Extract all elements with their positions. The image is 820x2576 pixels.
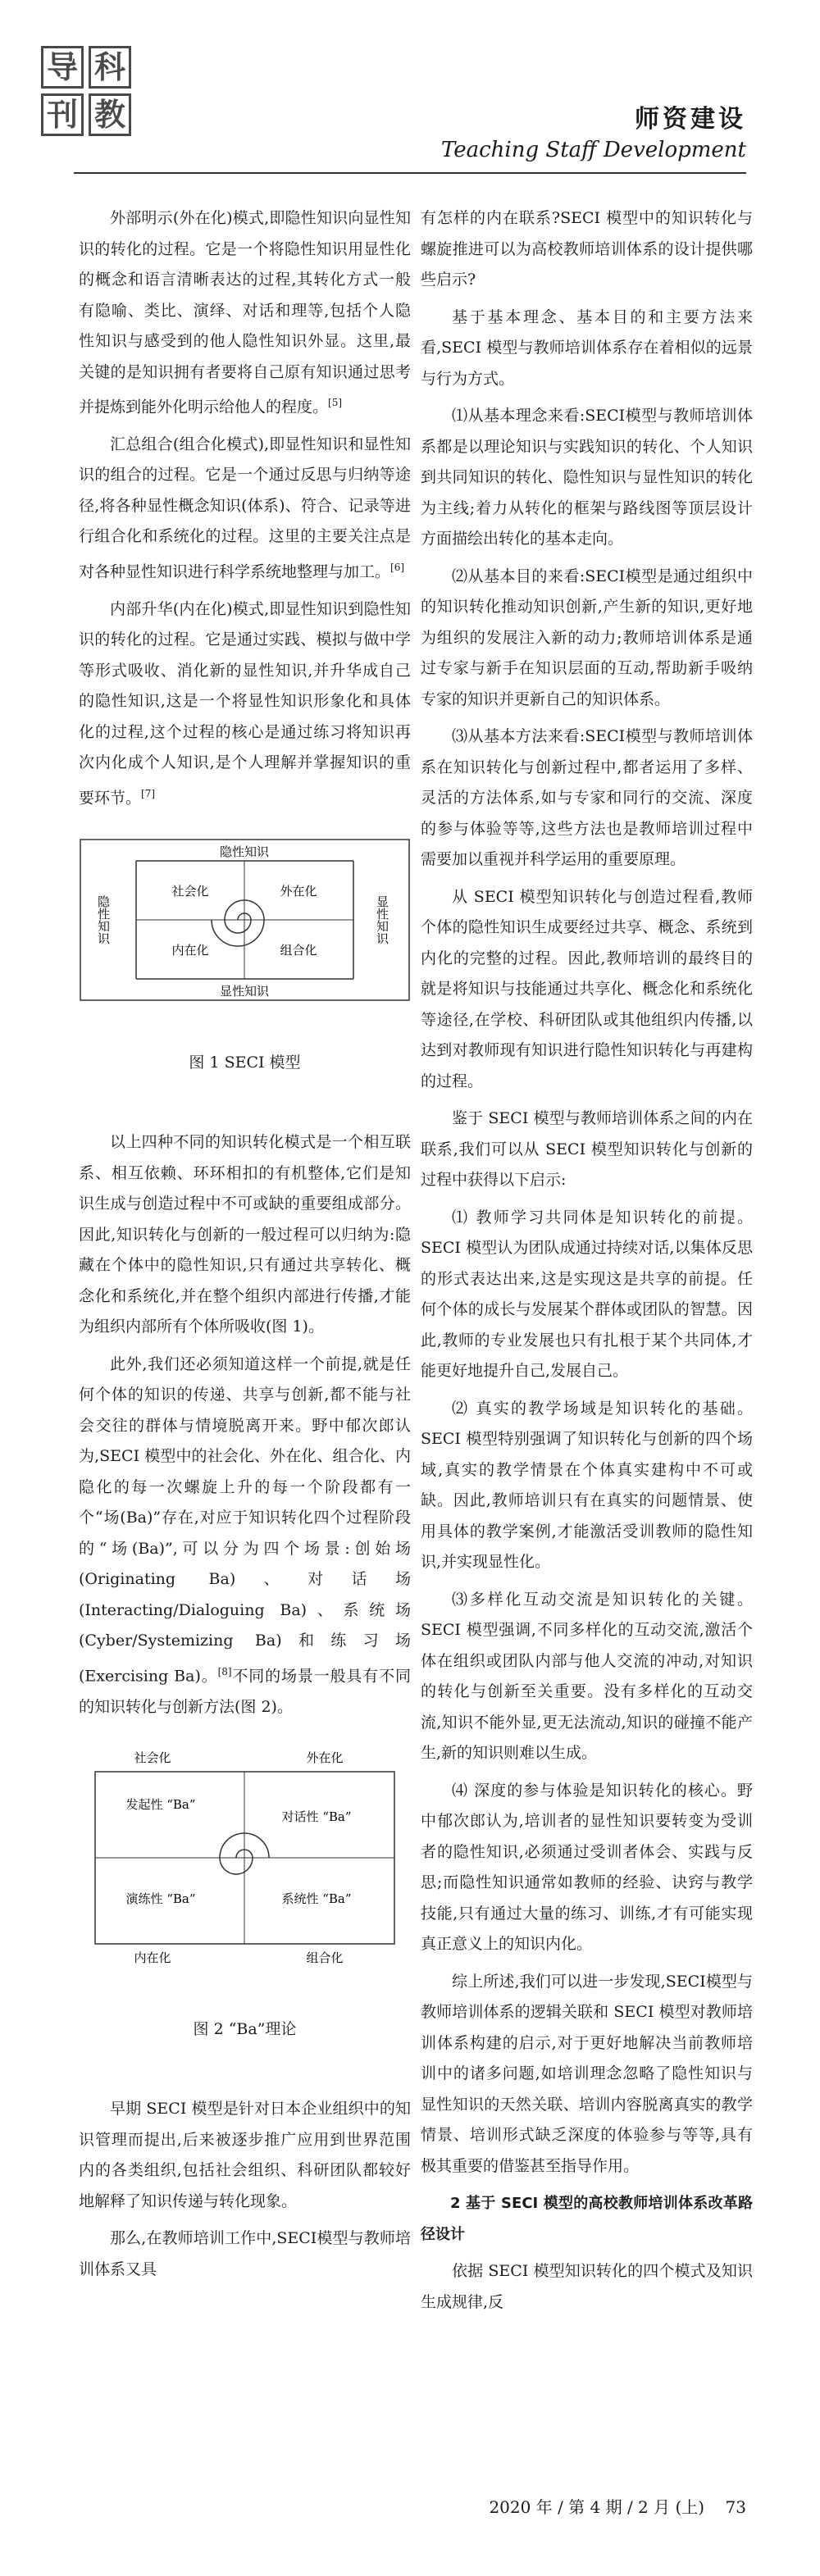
page-number: 73	[725, 2497, 746, 2517]
paragraph: 外部明示(外在化)模式,即隐性知识向显性知识的转化的过程。它是一个将隐性知识用显性化的概念和语言清晰表达的过程,其转化方式一般有隐喻、类比、演绎、对话和理等,包括个人隐性知识与感受到的他人隐性知识外显。这里,最关键的是知识拥有者要将自己原有知识通过思考并提炼到能外化明示给他人的程度。[5]	[79, 209, 411, 416]
ba-dialoguing: 对话性 “Ba”	[281, 1809, 352, 1825]
paragraph: 那么,在教师培训工作中,SECI模型与教师培训体系又具	[79, 2229, 411, 2278]
paragraph: ⑵从基本目的来看:SECI模型是通过组织中的知识转化推动知识创新,产生新的知识,更好地为组织的发展注入新的动力;教师培训体系是通过专家与新手在知识层面的互动,帮助新手吸纳专家的知识并更新自己的知识体系。	[421, 567, 753, 708]
right-column	[421, 203, 753, 2324]
paragraph: ⑶多样化互动交流是知识转化的关键。SECI 模型强调,不同多样化的互动交流,激活个体在组织或团队内部与他人交流的冲动,对知识的转化与创新至关重要。没有多样化的互动交流,知识不能外显,更无法流动,知识的碰撞不能产生,新的知识则难以生成。	[421, 1590, 753, 1762]
section-title-en: Teaching Staff Development	[440, 138, 746, 162]
axis-label-top: 隐性知识	[219, 844, 270, 860]
quadrant-internalization: 内在化	[171, 943, 209, 958]
paragraph: 综上所述,我们可以进一步发现,SECI模型与教师培训体系的逻辑关联和 SECI 模型对教师培训体系构建的启示,对于更好地解决当前教师培训中的诸多问题,如培训理念忽略了隐性知识与显性知识的天然关联、培训内容脱离真实的教学情景、培训形式缺乏深度的体验参与等等,具有极其重要的借鉴甚至指导作用。	[421, 1972, 753, 2175]
ba-label-top-right: 外在化	[306, 1750, 344, 1766]
figure-seci-model	[79, 838, 411, 1078]
ba-label-bottom-right: 组合化	[306, 1950, 344, 1966]
figure-ba-theory	[79, 1747, 411, 2045]
logo-char: 教	[89, 93, 131, 136]
paragraph: ⑶从基本方法来看:SECI模型与教师培训体系在知识转化与创新过程中,都者运用了多样、灵活的方法体系,如与专家和同行的交流、深度的参与体验等等,这些方法也是教师培训过程中需要加以重视并科学运用的重要原理。	[421, 727, 753, 868]
seci-diagram	[79, 838, 411, 1002]
section-title-cn: 师资建设	[635, 105, 746, 134]
ba-originating: 发起性 “Ba”	[125, 1797, 196, 1813]
paragraph: 早期 SECI 模型是针对日本企业组织中的知识管理而提出,后来被逐步推广应用到世界范围内的各类组织,包括社会组织、科研团队都较好地解释了知识传递与转化现象。	[79, 2100, 411, 2210]
paragraph: ⑷ 深度的参与体验是知识转化的核心。野中郁次郎认为,培训者的显性知识要转变为受训者的隐性知识,必须通过受训者体会、实践与反思;而隐性知识通常如教师的经验、诀窍与教学技能,只有通过大量的练习、训练,才有可能实现真正意义上的知识内化。	[421, 1781, 753, 1953]
figure-caption: 图 2 “Ba”理论	[193, 2019, 297, 2038]
left-column	[79, 203, 411, 2292]
paragraph: 有怎样的内在联系?SECI 模型中的知识转化与螺旋推进可以为高校教师培训体系的设计提供哪些启示?	[421, 209, 753, 289]
paragraph: 此外,我们还必须知道这样一个前提,就是任何个体的知识的传递、共享与创新,都不能与社会交往的群体与情境脱离开来。野中郁次郎认为,SECI 模型中的社会化、外在化、组合化、内隐化的每一次螺旋上升的每一个阶段都有一个“场(Ba)”存在,对应于知识转化四个过程阶段的“场(Ba)”,可以分为四个场景:创始场 (Originating Ba)、对话场 (Interacting/Dialoguing Ba)、系统场(Cyber/Systemizing Ba)和练习场(Exercising Ba)。[8]不同的场景一般具有不同的知识转化与创新方法(图 2)。	[79, 1354, 411, 1716]
paragraph: 从 SECI 模型知识转化与创造过程看,教师个体的隐性知识生成要经过共享、概念、系统到内化的完整的过程。因此,教师培训的最终目的就是将知识与技能通过共享化、概念化和系统化等途径,在学校、科研团队或其他组织内传播,以达到对教师现有知识进行隐性知识转化与再建构的过程。	[421, 887, 753, 1090]
axis-label-left: 隐性知识	[96, 895, 111, 945]
issue-info: 2020 年 / 第 4 期 / 2 月 (上)	[489, 2497, 705, 2517]
paragraph: 内部升华(内在化)模式,即显性知识到隐性知识的转化的过程。它是通过实践、模拟与做中学等形式吸收、消化新的显性知识,并升华成自己的隐性知识,这是一个将显性知识形象化和具体化的过程,这个过程的核心是通过练习将知识再次内化成个人知识,是个人理解并掌握知识的重要环节。[7]	[79, 599, 411, 807]
paragraph: 以上四种不同的知识转化模式是一个相互联系、相互依赖、环环相扣的有机整体,它们是知识生成与创造过程中不可或缺的重要组成部分。因此,知识转化与创新的一般过程可以归纳为:隐藏在个体中的隐性知识,只有通过共享转化、概念化和系统化,并在整个组织内部进行传播,才能为组织内部所有个体所吸收(图 1)。	[79, 1133, 411, 1336]
quadrant-socialization: 社会化	[171, 884, 209, 899]
ba-systemizing: 系统性 “Ba”	[281, 1891, 352, 1907]
paragraph: 基于基本理念、基本目的和主要方法来看,SECI 模型与教师培训体系存在着相似的远景与行为方式。	[421, 307, 753, 388]
paragraph: ⑴从基本理念来看:SECI模型与教师培训体系都是以理论知识与实践知识的转化、个人知识到共同知识的转化、隐性知识与显性知识的转化为主线;着力从转化的框架与路线图等顶层设计方面描绘出转化的基本走向。	[421, 407, 753, 548]
logo-char: 刊	[41, 93, 84, 136]
section-heading: 2 基于 SECI 模型的高校教师培训体系改革路径设计	[421, 2195, 753, 2243]
paragraph: 汇总组合(组合化模式),即显性知识和显性知识的组合的过程。它是一个通过反思与归纳等途径,将各种显性概念知识(体系)、符合、记录等进行组合化和系统化的过程。这里的主要关注点是对各种显性知识进行科学系统地整理与加工。[6]	[79, 435, 411, 581]
quadrant-externalization: 外在化	[280, 884, 317, 899]
page-footer	[489, 2494, 746, 2518]
paragraph: ⑵ 真实的教学场域是知识转化的基础。SECI 模型特别强调了知识转化与创新的四个场域,真实的教学情景在个体真实建构中不可或缺。因此,教师培训只有在真实的问题情景、使用具体的教学案例,才能激活受训教师的隐性知识,并实现显性化。	[421, 1399, 753, 1571]
figure-caption: 图 1 SECI 模型	[189, 1053, 301, 1072]
ba-diagram	[79, 1747, 411, 1968]
ba-label-bottom-left: 内在化	[134, 1950, 171, 1966]
paragraph: 依据 SECI 模型知识转化的四个模式及知识生成规律,反	[421, 2262, 753, 2311]
ba-exercising: 演练性 “Ba”	[125, 1891, 196, 1907]
quadrant-combination: 组合化	[280, 943, 317, 958]
ba-label-top-left: 社会化	[134, 1750, 171, 1766]
paragraph: 鉴于 SECI 模型与教师培训体系之间的内在联系,我们可以从 SECI 模型知识转化与创新的过程中获得以下启示:	[421, 1109, 753, 1189]
journal-logo	[41, 46, 133, 138]
axis-label-bottom: 显性知识	[219, 984, 270, 999]
logo-char: 科	[89, 46, 131, 89]
axis-label-right: 显性知识	[375, 895, 390, 945]
paragraph: ⑴ 教师学习共同体是知识转化的前提。SECI 模型认为团队成通过持续对话,以集体反思的形式表达出来,这是实现这是共享的前提。任何个体的成长与发展某个群体或团队的智慧。因此,教师的专业发展也只有扎根于某个共同体,才能更好地提升自己,发展自己。	[421, 1208, 753, 1380]
header-rule	[74, 172, 746, 174]
logo-char: 导	[41, 46, 84, 89]
